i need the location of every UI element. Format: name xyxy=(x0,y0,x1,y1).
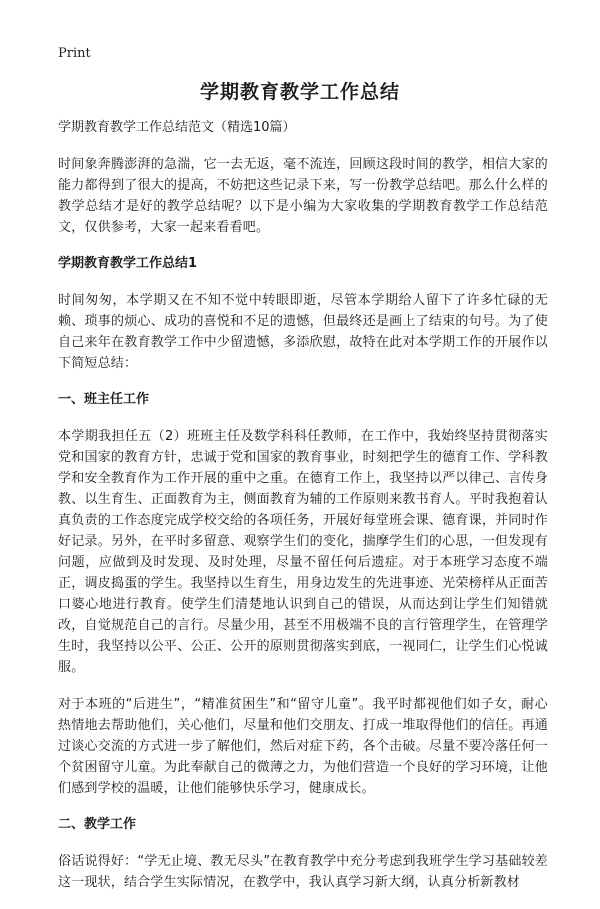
intro-paragraph: 时间象奔腾澎湃的急湍，它一去无返，毫不流连，回顾这段时间的教学，相信大家的能力都得到了很大的提高，不妨把这些记录下来，写一份教学总结吧。那么什么样的教学总结才是好的教学总结呢？以下是小编为大家收集的学期教育教学工作总结范文，仅供参考，大家一起来看看吧。 xyxy=(58,157,548,235)
article-heading: 学期教育教学工作总结1 xyxy=(58,256,198,271)
page-title: 学期教育教学工作总结 xyxy=(199,81,400,103)
article-body xyxy=(58,118,548,909)
section-heading-class-teacher: 一、班主任工作 xyxy=(58,392,150,407)
section-heading-teaching: 二、教学工作 xyxy=(58,817,137,832)
print-link[interactable]: Print xyxy=(58,46,91,61)
section2-paragraph-1: 俗话说得好：“学无止境、教无尽头”在教育教学中充分考虑到我班学生学习基础较差这一现状，结合学生实际情况，在教学中，我认真学习新大纲，认真分析新教材 xyxy=(58,854,548,890)
article-subtitle: 学期教育教学工作总结范文（精选10篇） xyxy=(58,120,296,135)
section1-paragraph-2: 对于本班的“后进生”，“精准贫困生”和“留守儿童”。我平时都视他们如子女，耐心热情地去帮助他们，关心他们，尽量和他们交朋友、打成一堆取得他们的信任。再通过谈心交流的方式进一步了解他们，然后对症下药，各个击破。尽量不要冷落任何一个贫困留守儿童。为此奉献自己的微薄之力，为他们营造一个良好的学习环境，让他们感到学校的温暖，让他们能够快乐学习，健康成长。 xyxy=(58,697,548,796)
article-intro-paragraph: 时间匆匆，本学期又在不知不觉中转眼即逝，尽管本学期给人留下了许多忙碌的无赖、琐事的烦心、成功的喜悦和不足的遗憾，但最终还是画上了结束的句号。为了使自己来年在教育教学工作中少留遗憾，多添欣慰，故特在此对本学期工作的开展作以下简短总结： xyxy=(58,293,548,371)
section1-paragraph-1: 本学期我担任五（2）班班主任及数学科科任教师，在工作中，我始终坚持贯彻落实党和国家的教育方针，忠诚于党和国家的教育事业，时刻把学生的德育工作、学科教学和安全教育作为工作开展的重中之重。在德育工作上，我坚持以严以律己、言传身教、以生育生、正面教育为主，侧面教育为辅的工作原则来教书育人。平时我抱着认真负责的工作态度完成学校交给的各项任务，开展好每堂班会课、德育课，并同时作好记录。另外，在平时多留意、观察学生们的变化，揣摩学生们的心思，一但发现有问题，应做到及时发现、及时处理，尽量不留任何后遗症。对于本班学习态度不端正，调皮捣蛋的学生。我坚持以生育生，用身边发生的先进事迹、光荣榜样从正面苦口婆心地进行教育。使学生们清楚地认识到自己的错误，从而达到让学生们知错就改，自觉规范自己的言行。尽量少用，甚至不用极端不良的言行管理学生，在管理学生时，我坚持以公平、公正、公开的原则贯彻落实到底，一视同仁，让学生们心悦诚服。 xyxy=(58,429,548,675)
